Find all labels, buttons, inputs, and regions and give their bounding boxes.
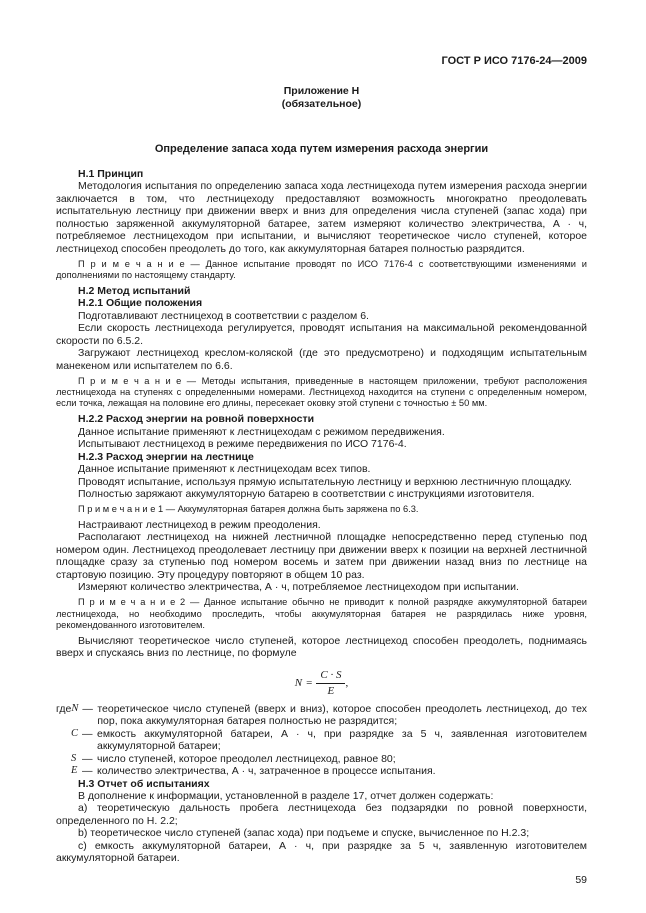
legend-item-c bbox=[56, 728, 587, 753]
list-item-b: b) теоретическое число ступеней (запас хода) при подъеме и спуске, вычисленное по Н.2.3; bbox=[78, 827, 530, 840]
note-1: П р и м е ч а н и е 1 — Аккумуляторная батарея должна быть заряжена по 6.3. bbox=[78, 504, 419, 515]
paragraph: Проводят испытание, используя прямую испытательную лестницу и верхнюю лестничную площадку. bbox=[78, 475, 572, 488]
legend-text: число ступеней, которое преодолел лестницеход, равное 80; bbox=[97, 752, 396, 765]
paragraph: Полностью заряжают аккумуляторную батарею в соответствии с инструкциями изготовителя. bbox=[78, 488, 535, 501]
note: П р и м е ч а н и е — Методы испытания, приведенные в настоящем приложении, требуют расположения лестницехода на ступенях с определенными номерами. Лестницеход находится на ступени с определенным номером, если точка, лежащая на половине его длины, пересекает оковку этой ступени с точностью ± 50 мм. bbox=[56, 375, 587, 409]
paragraph: Данное испытание применяют к лестницеходам всех типов. bbox=[78, 463, 371, 476]
section-heading-h22: Н.2.2 Расход энергии на ровной поверхности bbox=[78, 413, 315, 426]
document-title: Определение запаса хода путем измерения расхода энергии bbox=[154, 143, 489, 155]
appendix-obligatory-note: (обязательное) bbox=[281, 98, 362, 110]
legend-term: S bbox=[71, 752, 77, 764]
legend-dash: — bbox=[82, 727, 93, 740]
document-code: ГОСТ Р ИСО 7176-24—2009 bbox=[441, 55, 587, 67]
legend-lead bbox=[56, 753, 71, 765]
formula-fraction bbox=[316, 669, 345, 698]
section-heading-h23: Н.2.3 Расход энергии на лестнице bbox=[78, 450, 254, 463]
legend-item-n bbox=[56, 703, 587, 728]
formula-variable-n: N bbox=[294, 676, 303, 689]
page-number: 59 bbox=[575, 873, 587, 886]
formula-denominator: E bbox=[316, 683, 345, 698]
legend-item-s bbox=[56, 753, 587, 765]
legend-text: количество электричества, А · ч, затраченное в процессе испытания. bbox=[97, 765, 436, 778]
note: П р и м е ч а н и е — Данное испытание проводят по ИСО 7176-4 с соответствующими изменениями и дополнениями по настоящему стандарту. bbox=[56, 258, 587, 281]
paragraph: Данное испытание применяют к лестницеходам с режимом передвижения. bbox=[78, 425, 445, 438]
formula-comma: , bbox=[345, 676, 349, 689]
legend-text: емкость аккумуляторной батареи, А · ч, при разрядке за 5 ч, заявленная изготовителем аккумуляторной батареи; bbox=[97, 727, 587, 753]
formula-numerator: C · S bbox=[320, 668, 342, 681]
section-heading-h2: Н.2 Метод испытаний bbox=[78, 284, 191, 297]
legend-lead: где bbox=[56, 702, 72, 715]
paragraph: Загружают лестницеход креслом-коляской (где это предусмотрено) и подходящим испытательным манекеном или испытателем по 6.6. bbox=[56, 347, 587, 372]
note-2: П р и м е ч а н и е 2 — Данное испытание обычно не приводит к полной разрядке аккумуляторной батареи лестницехода, но необходимо проследить, чтобы аккумуляторная батарея не разрядилась ниже уровня, рекомендованного изготовителем. bbox=[56, 597, 587, 630]
list-item-c: c) емкость аккумуляторной батареи, А · ч, при разрядке за 5 ч, заявленную изготовителем аккумуляторной батареи. bbox=[56, 839, 587, 865]
list-item-a: a) теоретическую дальность пробега лестницехода без подзарядки по ровной поверхности, определенного по Н. 2.2; bbox=[56, 802, 587, 827]
paragraph: Измеряют количество электричества, А · ч, потребляемое лестницеходом при испытании. bbox=[78, 581, 519, 594]
paragraph: Методология испытания по определению запаса хода лестницехода путем измерения расхода энергии заключается в том, что лестницеходу предоставляют возможность многократно преодолевать испытательную лестницу при движении вверх и вниз для определения числа ступеней (запас хода) при полностью заряженной аккумуляторной батарее, затем измеряют количество электричества, А · ч, потребляемое лестницеходом при испытании, и вычисляют теоретическое число ступеней, которое лестницеход способен преодолеть до того, как аккумуляторная батарея полностью разрядится. bbox=[56, 180, 587, 255]
legend-term: N bbox=[71, 702, 79, 714]
paragraph: В дополнение к информации, установленной в разделе 17, отчет должен содержать: bbox=[78, 789, 494, 802]
paragraph: Если скорость лестницехода регулируется, проводят испытания на максимальной рекомендованной скорости по 6.5.2. bbox=[56, 322, 587, 347]
formula-equals-sign: = bbox=[306, 676, 313, 689]
section-heading-h1: Н.1 Принцип bbox=[78, 168, 144, 180]
document-body bbox=[56, 168, 587, 886]
paragraph: Вычисляют теоретическое число ступеней, которое лестницеход способен преодолеть, поднимаясь вверх и спускаясь вниз по лестнице, по формуле bbox=[56, 634, 587, 660]
paragraph: Располагают лестницеход на нижней лестничной площадке непосредственно перед ступенью под номером один. Лестницеход преодолевает лестницу при движении вверх к позиции на верхней лестничной площадке сразу за ступенью под номером восемь и затем при движении назад вниз по лестнице на стартовую позицию. Эту процедуру повторяют в общем 10 раз. bbox=[56, 531, 587, 581]
paragraph: Настраивают лестницеход в режим преодоления. bbox=[78, 518, 321, 531]
legend-term: E bbox=[71, 765, 78, 777]
section-heading-h3: Н.3 Отчет об испытаниях bbox=[78, 777, 210, 790]
formula-legend bbox=[56, 703, 587, 778]
legend-item-e bbox=[56, 765, 587, 777]
legend-text: теоретическое число ступеней (вверх и вниз), которое способен преодолеть лестницеход, до тех пор, пока аккумуляторная батарея полностью не разрядится; bbox=[97, 702, 587, 728]
legend-lead bbox=[56, 765, 71, 777]
legend-lead bbox=[56, 728, 71, 753]
section-heading-h21: Н.2.1 Общие положения bbox=[78, 297, 203, 310]
paragraph: Подготавливают лестницеход в соответствии с разделом 6. bbox=[78, 309, 369, 322]
formula bbox=[56, 669, 587, 698]
legend-dash: — bbox=[82, 702, 93, 715]
legend-dash: — bbox=[82, 765, 93, 778]
legend-dash: — bbox=[82, 752, 93, 765]
appendix-label: Приложение Н bbox=[283, 85, 360, 97]
paragraph: Испытывают лестницеход в режиме передвижения по ИСО 7176-4. bbox=[78, 438, 407, 451]
legend-term: C bbox=[71, 727, 79, 739]
